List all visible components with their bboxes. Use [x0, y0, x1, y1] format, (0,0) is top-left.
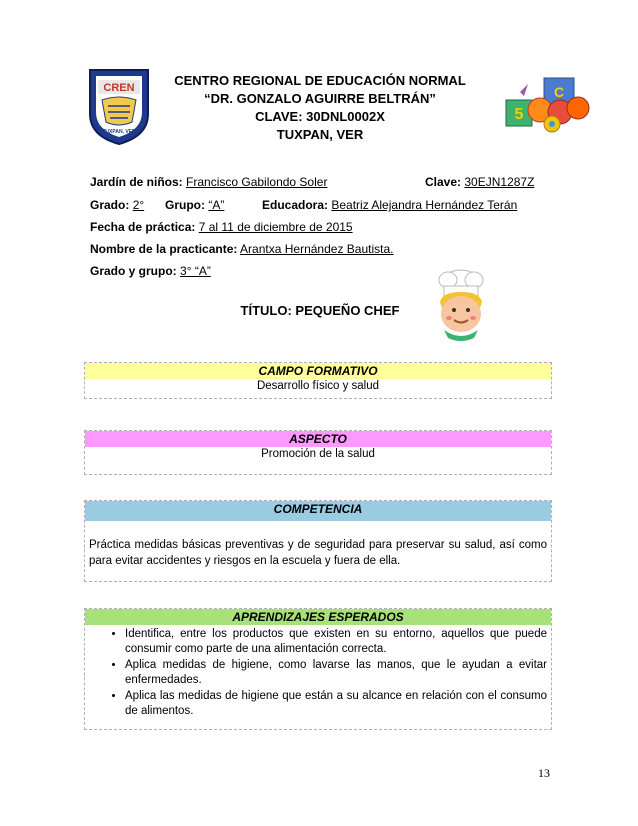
fecha-value: 7 al 11 de diciembre de 2015 — [198, 220, 353, 234]
aspecto-value: Promoción de la salud — [85, 447, 551, 474]
aprendizajes-list — [85, 627, 547, 719]
practicante-label: Nombre de la practicante: — [90, 242, 238, 256]
svg-text:C: C — [553, 84, 565, 100]
grado-label: Grado: — [90, 198, 130, 212]
info-fecha — [90, 220, 353, 234]
jardin-label: Jardín de niños: — [90, 175, 183, 189]
aprendizaje-item: • Aplica las medidas de higiene que están a su alcance en relación con el consumo de alimentos. — [125, 689, 547, 719]
aspecto-header: ASPECTO — [85, 431, 551, 447]
info-educadora — [262, 198, 517, 212]
practicante-value: Arantxa Hernández Bautista. — [240, 242, 394, 256]
info-jardin-line — [90, 175, 327, 189]
info-grado — [90, 198, 144, 212]
competencia-box — [84, 500, 552, 582]
clave-value: 30EJN1287Z — [464, 175, 535, 189]
grado-grupo-value: 3° “A” — [180, 264, 211, 278]
school-header — [130, 72, 510, 144]
header-line-3: CLAVE: 30DNL0002X — [255, 109, 385, 124]
toy-blocks-illustration — [500, 72, 594, 134]
info-clave-line — [425, 175, 534, 189]
info-grado-grupo — [90, 264, 211, 278]
aprendizajes-box — [84, 608, 552, 730]
grupo-label: Grupo: — [165, 198, 205, 212]
aprendizajes-header: APRENDIZAJES ESPERADOS — [85, 609, 551, 625]
fecha-label: Fecha de práctica: — [90, 220, 196, 234]
aspecto-box — [84, 430, 552, 475]
grado-value: 2° — [132, 198, 145, 212]
page-title: TÍTULO: PEQUEÑO CHEF — [240, 303, 400, 318]
grupo-value: “A” — [208, 198, 225, 212]
campo-formativo-box — [84, 362, 552, 399]
page-number: 13 — [538, 766, 550, 780]
svg-text:5: 5 — [514, 106, 524, 123]
campo-formativo-header: CAMPO FORMATIVO — [85, 363, 551, 379]
aprendizaje-item: • Identifica, entre los productos que existen en su entorno, aquellos que puede consumir como parte de una alimentación correcta. — [125, 627, 547, 657]
header-line-1: CENTRO REGIONAL DE EDUCACIÓN NORMAL — [174, 73, 466, 88]
chef-illustration — [428, 268, 494, 342]
educadora-label: Educadora: — [262, 198, 329, 212]
logo-text-top: CREN — [103, 82, 135, 94]
competencia-text: Práctica medidas básicas preventivas y de seguridad para preservar su salud, así como para evitar accidentes y riesgos en la escuela y fuera de ella. — [85, 521, 551, 581]
info-grupo — [165, 198, 224, 212]
campo-formativo-value: Desarrollo físico y salud — [85, 379, 551, 398]
header-line-4: TUXPAN, VER — [276, 127, 364, 142]
logo-text-bottom: TUXPAN, VER — [102, 129, 136, 135]
header-line-2: “DR. GONZALO AGUIRRE BELTRÁN” — [204, 91, 436, 106]
clave-label: Clave: — [425, 175, 462, 189]
aprendizaje-item: • Aplica medidas de higiene, como lavarse las manos, que le ayudan a evitar enfermedades. — [125, 658, 547, 688]
grado-grupo-label: Grado y grupo: — [90, 264, 177, 278]
educadora-value: Beatriz Alejandra Hernández Terán — [331, 198, 518, 212]
info-practicante — [90, 242, 393, 256]
competencia-header: COMPETENCIA — [85, 501, 551, 521]
jardin-value: Francisco Gabilondo Soler — [186, 175, 328, 189]
